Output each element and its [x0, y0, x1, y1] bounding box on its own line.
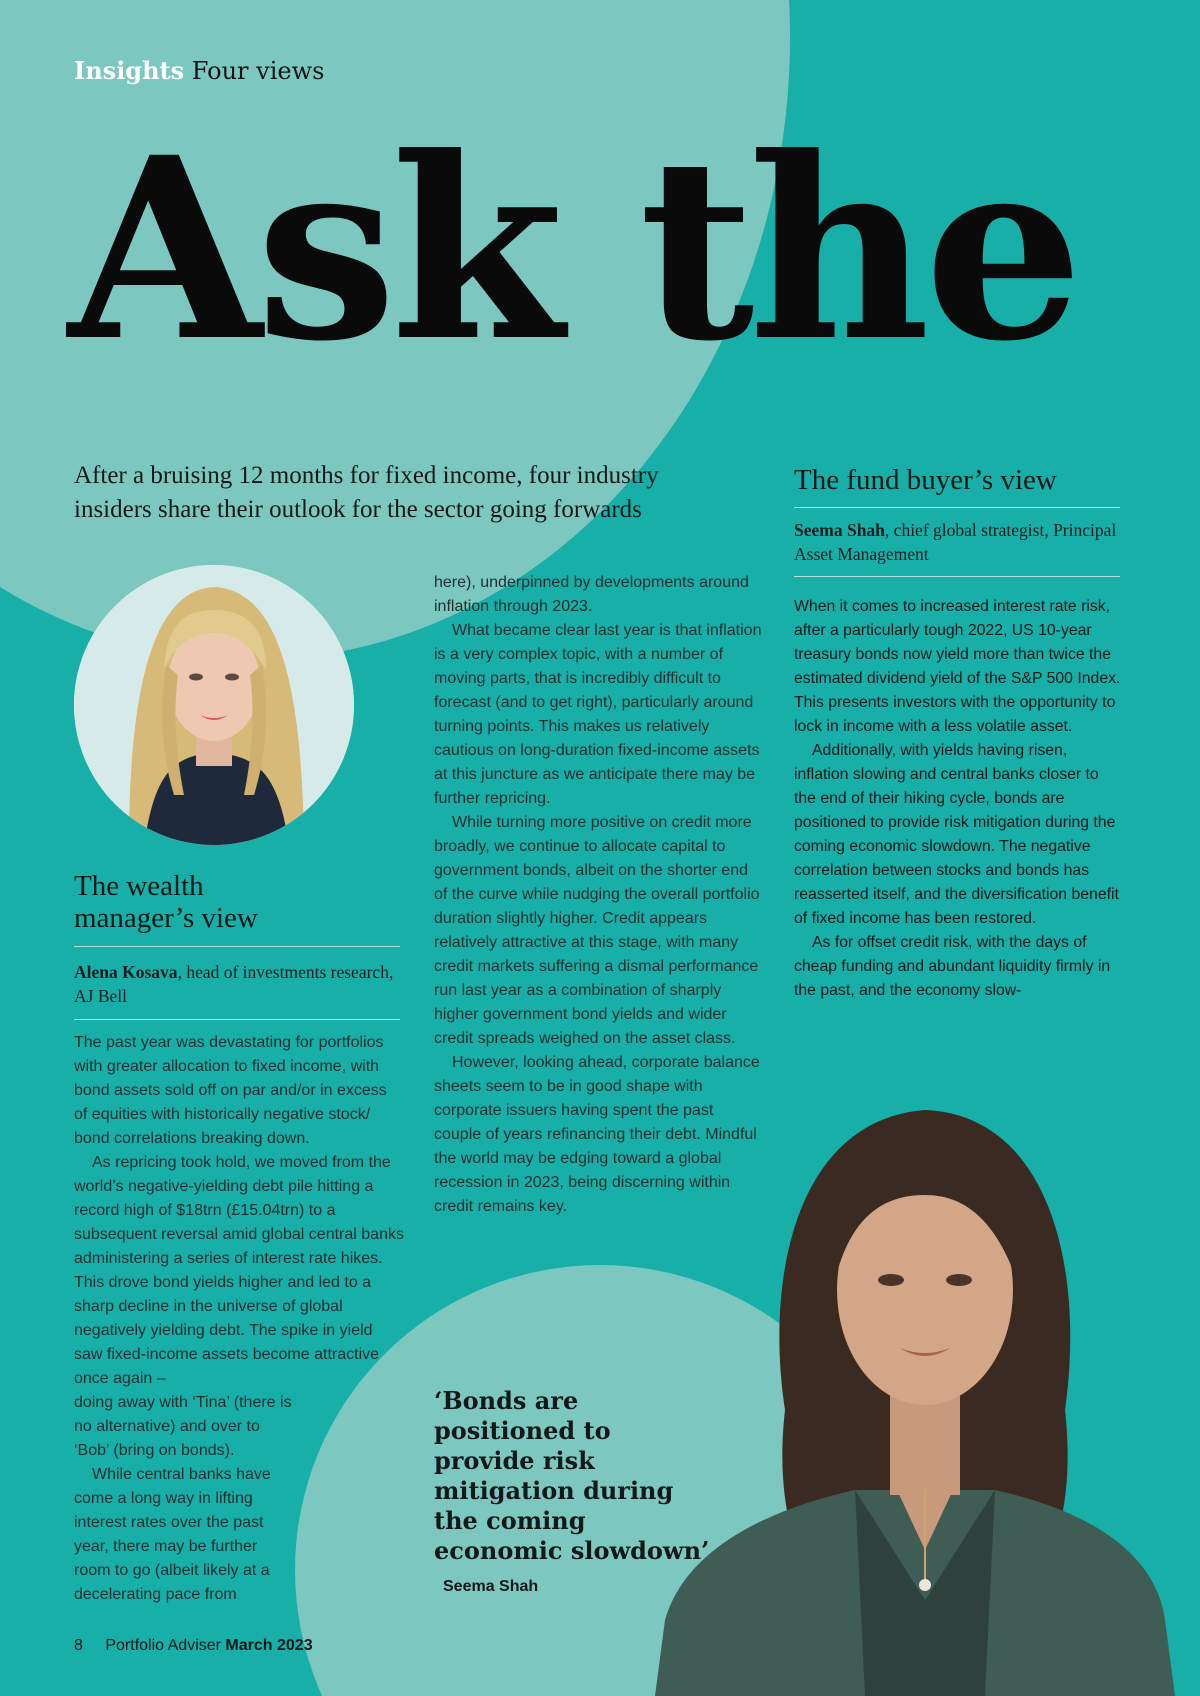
- section-name: Insights: [74, 56, 185, 85]
- paragraph: However, looking ahead, corporate balance sheets seem to be in good shape with corporate issuers having spent the past couple of years refinancing their debt. Mindful the world may be edging toward a global recession in 2023, being discerning within credit remains key.: [434, 1054, 760, 1215]
- paragraph: While turning more positive on credit more broadly, we continue to allocate capital to government bonds, albeit on the shorter end of the curve while nudging the overall portfolio duration slightly higher. Credit appears relatively attractive at this stage, with many credit markets suffering a dismal performance run last year as a combination of sharply higher government bond yields and wider credit spreads weighed on the asset class.: [434, 814, 760, 1047]
- issue-date: March 2023: [225, 1637, 313, 1654]
- divider: [794, 507, 1120, 508]
- contributor-name: Seema Shah: [794, 520, 885, 540]
- page-footer: [74, 1637, 313, 1655]
- section-label: [74, 56, 324, 85]
- wealth-manager-heading: [74, 870, 394, 934]
- divider: [794, 576, 1120, 577]
- wealth-heading-line1: The wealth: [74, 870, 204, 902]
- paragraph: While central banks have come a long way in lifting interest rates over the past year, there may be further room to go (albeit likely at a decelerating pace from: [74, 1466, 271, 1603]
- paragraph: As for offset credit risk, with the days of cheap funding and abundant liquidity firmly in the past, and the economy slow-: [794, 934, 1111, 999]
- byline-seema-shah: [794, 518, 1120, 566]
- contributor-name: Alena Kosava: [74, 962, 178, 982]
- pull-quote: ‘Bonds are positioned to provide risk mitigation during the coming economic slowdown’: [434, 1386, 710, 1565]
- contributor-role: , chief global strategist, Principal Asset Management: [794, 520, 1117, 564]
- contributor-role: , head of investments research, AJ Bell: [74, 962, 394, 1006]
- publication-name: Portfolio Adviser: [105, 1637, 221, 1654]
- subsection-name: Four views: [191, 57, 325, 85]
- paragraph: What became clear last year is that inflation is a very complex topic, with a number of moving parts, that is incredibly difficult to forecast (and to get right), particularly around turning points. This makes us relatively cautious on long-duration fixed-income assets at this juncture as we anticipate there may be further repricing.: [434, 622, 762, 807]
- alena-kosava-portrait: [74, 565, 354, 845]
- wealth-heading-line2: manager’s view: [74, 902, 258, 934]
- paragraph: doing away with ‘Tina’ (there is no alternative) and over to ‘Bob’ (bring on bonds).: [74, 1394, 292, 1459]
- headline: Ask the: [68, 102, 1078, 396]
- body-column-3: [794, 595, 1124, 1003]
- standfirst: After a bruising 12 months for fixed income, four industry insiders share their outlook for the sector going forwards: [74, 462, 659, 523]
- paragraph: here), underpinned by developments around inflation through 2023.: [434, 574, 749, 615]
- seema-shah-portrait: [655, 1080, 1175, 1696]
- paragraph: As repricing took hold, we moved from the world’s negative-yielding debt pile hitting a record high of $18trn (£15.04trn) to a subsequent reversal amid global central banks administering a series of interest rate hikes. This drove bond yields higher and led to a sharp decline in the universe of global negatively yielding debt. The spike in yield saw fixed-income assets become attractive once again –: [74, 1154, 404, 1387]
- fund-buyer-heading: The fund buyer’s view: [794, 464, 1057, 496]
- pull-quote-attribution: Seema Shah: [443, 1578, 539, 1595]
- divider: [74, 1019, 400, 1020]
- page-number: 8: [74, 1637, 83, 1654]
- byline-alena-kosava: [74, 960, 400, 1008]
- paragraph: When it comes to increased interest rate risk, after a particularly tough 2022, US 10-year treasury bonds now yield more than twice the estimated dividend yield of the S&P 500 Index. This presents investors with the opportunity to lock in income with a less volatile asset.: [794, 598, 1121, 735]
- paragraph: Additionally, with yields having risen, inflation slowing and central banks closer to the end of their hiking cycle, bonds are positioned to provide risk mitigation during the coming economic slowdown. The negative correlation between stocks and bonds has reasserted itself, and the diversification benefit of fixed income has been restored.: [794, 742, 1119, 927]
- divider: [74, 946, 400, 947]
- paragraph: The past year was devastating for portfolios with greater allocation to fixed income, with bond assets sold off on par and/or in excess of equities with historically negative stock/ bond correlations breaking down.: [74, 1034, 387, 1147]
- body-column-1: [74, 1031, 404, 1607]
